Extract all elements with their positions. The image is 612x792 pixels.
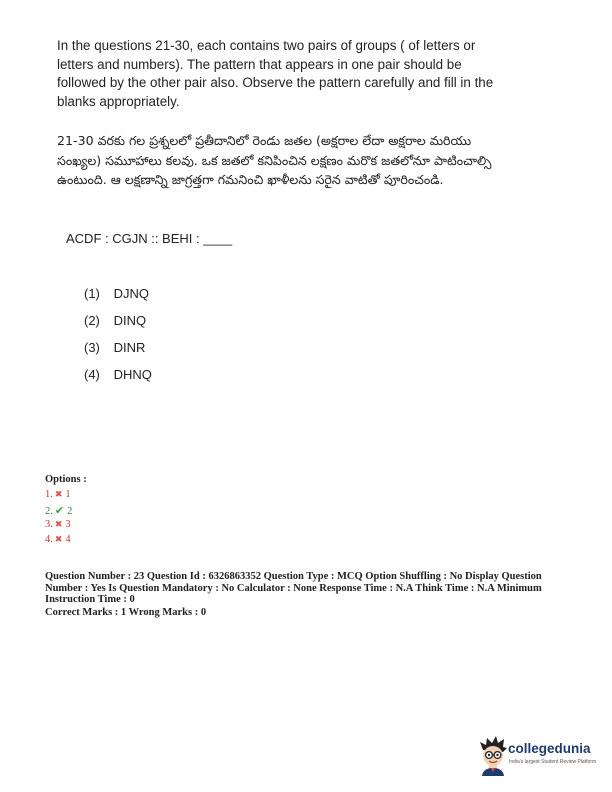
- question-text: ACDF : CGJN :: BEHI : ____: [66, 231, 233, 246]
- instructions-english: In the questions 21-30, each contains two pairs of groups ( of letters or letters and numbers). The pattern that appears in one pair should be followed by the other pair also. Observe the pattern carefully and fill in the blanks appropriately.: [57, 38, 494, 109]
- choice-1: [84, 286, 149, 301]
- answer-number: 3.: [45, 519, 53, 530]
- answer-value: 2: [67, 506, 73, 517]
- logo-wordmark: collegedunia: [508, 741, 591, 756]
- options-label: Options :: [45, 474, 87, 485]
- marks-info: Correct Marks : 1 Wrong Marks : 0: [45, 607, 207, 618]
- collegedunia-logo: [477, 734, 607, 778]
- answer-value: 1: [65, 489, 71, 500]
- choice-number: (4): [84, 367, 100, 382]
- answer-option-3: [45, 519, 71, 530]
- mascot-icon: [477, 734, 509, 776]
- cross-icon: ✖: [54, 534, 63, 544]
- choice-4: [84, 367, 152, 382]
- question-metadata: Question Number : 23 Question Id : 6326863352 Question Type : MCQ Option Shuffling : No Display Question Number : Yes Is Question Mandatory : No Calculator : None Response Time : N.A Think Time : N.A Minimum Instruction Time : 0: [45, 571, 542, 605]
- cross-icon: ✖: [54, 489, 63, 499]
- answer-option-4: [45, 534, 71, 545]
- answer-option-2: [45, 504, 72, 517]
- choice-text: DHNQ: [113, 367, 152, 382]
- choice-text: DJNQ: [113, 286, 150, 301]
- answer-number: 1.: [45, 489, 53, 500]
- choice-number: (2): [84, 313, 100, 328]
- choice-number: (1): [84, 286, 100, 301]
- choice-text: DINR: [113, 340, 146, 355]
- answer-value: 4: [65, 534, 71, 545]
- logo-tagline: India's largest Student Review Platform: [509, 759, 597, 765]
- answer-value: 3: [65, 519, 71, 530]
- check-icon: ✔: [54, 505, 65, 517]
- choice-3: [84, 340, 145, 355]
- cross-icon: ✖: [54, 519, 63, 529]
- choice-2: [84, 313, 146, 328]
- choice-number: (3): [84, 340, 100, 355]
- answer-number: 4.: [45, 534, 53, 545]
- answer-option-1: [45, 489, 71, 500]
- answer-number: 2.: [45, 506, 53, 517]
- instructions-telugu: 21-30 వరకు గల ప్రశ్నలలో ప్రతీదానిలో రెండు జతల (అక్షరాల లేదా అక్షరాల మరియు సంఖ్యల) సమూహాలు కలవు. ఒక జతలో కనిపించిన లక్షణం మరొక జతలోనూ పాటించాల్సి ఉంటుంది. ఆ లక్షణాన్ని జాగ్రత్తగా గమనించి ఖాళీలను సరైన వాటితో పూరించండి.: [57, 133, 492, 187]
- choice-text: DINQ: [113, 313, 147, 328]
